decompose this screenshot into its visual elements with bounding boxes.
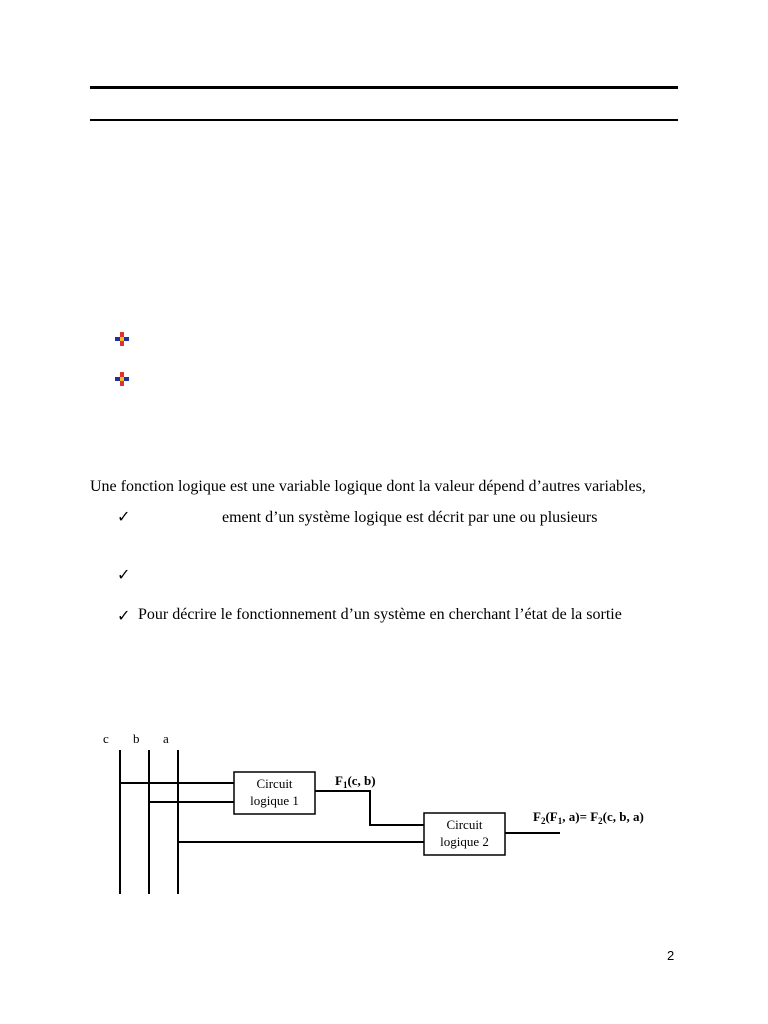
input-label-a: a [163,731,169,746]
input-label-c: c [103,731,109,746]
f2-label: $F_2(F_1$, $a)= F_2(c$, b, a) [533,809,644,826]
page-number: 2 [667,948,675,963]
checkmark-icon: ✓ [117,507,131,526]
logic-circuit-diagram [0,720,768,910]
checkmark-icon: ✓ [117,565,131,584]
circuit2-label-line1: Circuit [446,817,483,832]
definition-paragraph: Une fonction logique est une variable logique dont la valeur dépend d’autres variables, [90,478,646,495]
checklist-item-text: ement d’un système logique est décrit par une ou plusieurs [222,509,598,526]
plus-bullet-icon [114,331,130,347]
checkmark-icon: ✓ [117,606,131,625]
wire-f1 [315,791,424,825]
header-rule-bottom [90,119,678,121]
circuit1-label-line2: logique 1 [250,793,299,808]
f1-label: $F_1(c$, b) [335,773,376,790]
circuit1-label-line1: Circuit [256,776,293,791]
plus-bullet-icon [114,371,130,387]
checklist-item-text: Pour décrire le fonctionnement d’un système en cherchant l’état de la sortie [138,606,622,623]
circuit2-label-line2: logique 2 [440,834,489,849]
input-label-b: b [133,731,140,746]
header-rule-top [90,86,678,89]
